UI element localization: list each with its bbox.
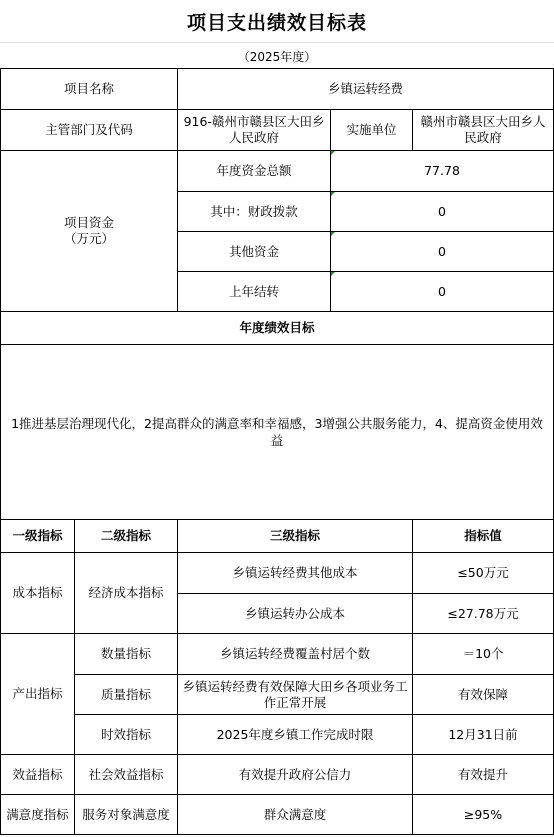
- indicator-level1: 满意度指标: [1, 795, 75, 835]
- fund-item-value: 77.78: [331, 151, 554, 192]
- target-table: [0, 68, 554, 835]
- header-level2: 二级指标: [75, 520, 178, 553]
- implementer-label: 实施单位: [331, 110, 413, 151]
- indicator-level2: 服务对象满意度: [75, 795, 178, 835]
- fund-item-label: 其中：财政拨款: [178, 192, 331, 232]
- indicator-level2: 社会效益指标: [75, 755, 178, 795]
- indicator-level3: 乡镇运转经费其他成本: [178, 553, 413, 594]
- fund-item-value: 0: [331, 192, 554, 232]
- indicator-row: [1, 634, 554, 675]
- indicator-level2: 经济成本指标: [75, 553, 178, 634]
- indicator-row: [1, 715, 554, 755]
- department-value: 916-赣州市赣县区大田乡人民政府: [178, 110, 331, 151]
- fund-item-value: 0: [331, 232, 554, 272]
- indicator-row: [1, 795, 554, 835]
- indicator-value: ≤50万元: [413, 553, 554, 594]
- indicator-value: 12月31日前: [413, 715, 554, 755]
- page-title: 项目支出绩效目标表: [186, 11, 367, 34]
- indicator-level3: 乡镇运转经费有效保障大田乡各项业务工作正常开展: [178, 675, 413, 715]
- goal-text-row: [1, 345, 554, 520]
- indicator-value: 有效保障: [413, 675, 554, 715]
- indicator-level1: 成本指标: [1, 553, 75, 634]
- indicator-row: [1, 553, 554, 594]
- fund-item-label: 其他资金: [178, 232, 331, 272]
- indicator-level2: 时效指标: [75, 715, 178, 755]
- fund-row: [1, 151, 554, 192]
- indicator-level1: 效益指标: [1, 755, 75, 795]
- indicator-value: ≥95%: [413, 795, 554, 835]
- project-name-value: 乡镇运转经费: [178, 69, 554, 110]
- department-row: [1, 110, 554, 151]
- fund-item-value: 0: [331, 272, 554, 312]
- header-level3: 三级指标: [178, 520, 413, 553]
- indicator-level2: 质量指标: [75, 675, 178, 715]
- title-divider: [0, 42, 554, 43]
- indicator-level3: 有效提升政府公信力: [178, 755, 413, 795]
- goal-heading-row: [1, 312, 554, 345]
- header-value: 指标值: [413, 520, 554, 553]
- implementer-value: 赣州市赣县区大田乡人民政府: [413, 110, 554, 151]
- fund-item-label: 上年结转: [178, 272, 331, 312]
- project-name-row: [1, 69, 554, 110]
- indicator-level3: 2025年度乡镇工作完成时限: [178, 715, 413, 755]
- fund-label-text: 项目资金 （万元）: [64, 215, 115, 246]
- indicator-row: [1, 675, 554, 715]
- indicator-level3: 群众满意度: [178, 795, 413, 835]
- indicator-value: ＝10个: [413, 634, 554, 675]
- goal-text: 1推进基层治理现代化，2提高群众的满意率和幸福感，3增强公共服务能力，4、提高资金使用效益: [1, 345, 554, 520]
- indicator-level2: 数量指标: [75, 634, 178, 675]
- indicator-header-row: [1, 520, 554, 553]
- fund-item-label: 年度资金总额: [178, 151, 331, 192]
- project-name-label: 项目名称: [1, 69, 178, 110]
- goal-heading: 年度绩效目标: [1, 312, 554, 345]
- fund-label: [1, 151, 178, 312]
- indicator-row: [1, 755, 554, 795]
- indicator-level1: 产出指标: [1, 634, 75, 755]
- header-level1: 一级指标: [1, 520, 75, 553]
- indicator-level3: 乡镇运转经费覆盖村居个数: [178, 634, 413, 675]
- department-label: 主管部门及代码: [1, 110, 178, 151]
- year-label: （2025年度）: [237, 49, 317, 64]
- indicator-level3: 乡镇运转办公成本: [178, 594, 413, 634]
- indicator-value: ≤27.78万元: [413, 594, 554, 634]
- indicator-value: 有效提升: [413, 755, 554, 795]
